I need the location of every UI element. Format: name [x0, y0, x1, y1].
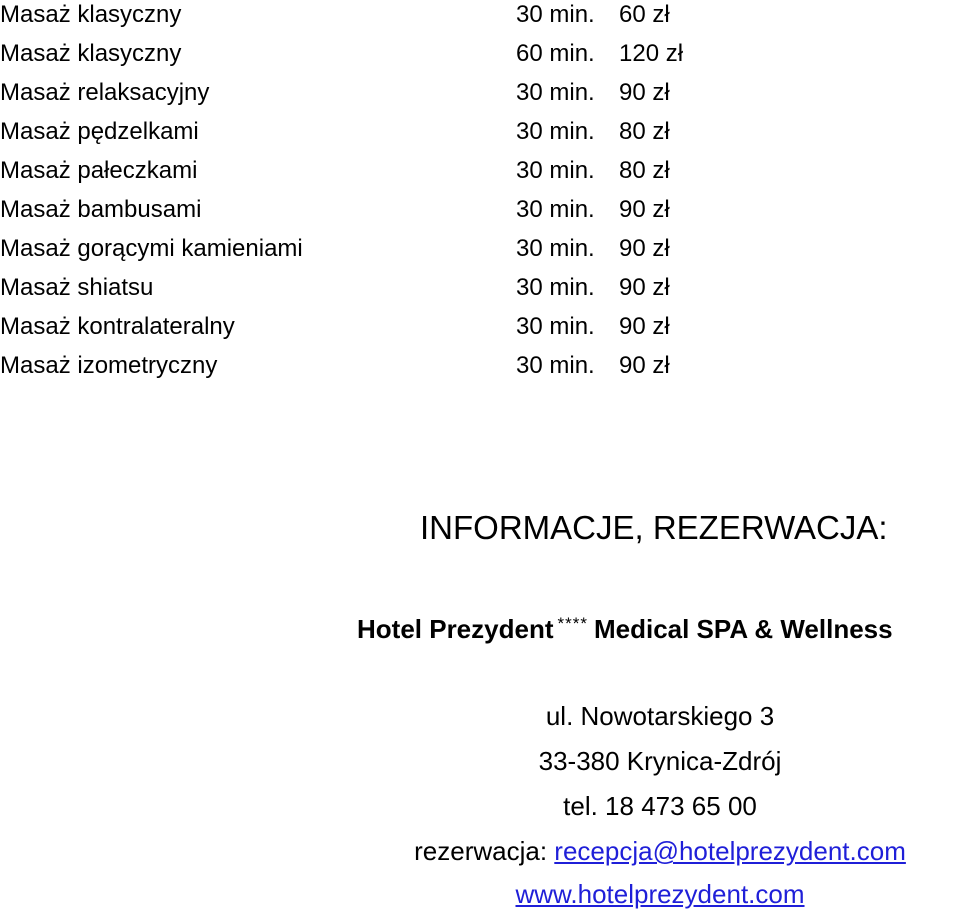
service-duration: 30 min. — [516, 274, 595, 301]
reservation-line — [380, 831, 940, 871]
service-price: 80 zł — [619, 157, 670, 184]
price-row — [0, 73, 720, 112]
service-price: 90 zł — [619, 352, 670, 379]
service-name: Masaż gorącymi kamieniami — [0, 235, 303, 262]
service-duration: 30 min. — [516, 196, 595, 223]
service-name: Masaż relaksacyjny — [0, 79, 210, 106]
service-price: 60 zł — [619, 1, 670, 28]
service-duration: 30 min. — [516, 352, 595, 379]
service-price: 90 zł — [619, 274, 670, 301]
service-duration: 30 min. — [516, 118, 595, 145]
service-duration: 60 min. — [516, 40, 595, 67]
reservation-email-link[interactable]: recepcja@hotelprezydent.com — [554, 836, 906, 866]
service-name: Masaż pędzelkami — [0, 118, 199, 145]
info-heading: INFORMACJE, REZERWACJA: — [420, 509, 888, 546]
address-city: 33-380 Krynica-Zdrój — [538, 746, 782, 776]
service-duration: 30 min. — [516, 1, 595, 28]
website-link[interactable]: www.hotelprezydent.com — [515, 879, 805, 909]
service-name: Masaż kontralateralny — [0, 313, 235, 340]
service-name: Masaż klasyczny — [0, 1, 182, 28]
service-name: Masaż pałeczkami — [0, 157, 198, 184]
website-line — [380, 874, 940, 914]
hotel-subtitle: Medical SPA & Wellness — [593, 614, 893, 644]
service-name: Masaż izometryczny — [0, 352, 218, 379]
price-row — [0, 307, 720, 346]
price-row — [0, 112, 720, 151]
reservation-label: rezerwacja: — [414, 836, 548, 866]
hotel-stars: **** — [557, 614, 588, 633]
phone-number: tel. 18 473 65 00 — [563, 791, 757, 821]
hotel-name-line — [357, 604, 957, 649]
price-row — [0, 229, 720, 268]
service-price: 90 zł — [619, 313, 670, 340]
price-row — [0, 268, 720, 307]
service-price: 90 zł — [619, 196, 670, 223]
service-duration: 30 min. — [516, 313, 595, 340]
service-price: 90 zł — [619, 235, 670, 262]
price-row — [0, 151, 720, 190]
price-row — [0, 0, 720, 34]
service-price: 90 zł — [619, 79, 670, 106]
service-duration: 30 min. — [516, 157, 595, 184]
service-price: 120 zł — [619, 40, 684, 67]
service-name: Masaż klasyczny — [0, 40, 182, 67]
service-name: Masaż shiatsu — [0, 274, 154, 301]
address-street: ul. Nowotarskiego 3 — [545, 701, 775, 731]
service-duration: 30 min. — [516, 79, 595, 106]
price-row — [0, 34, 720, 73]
price-row — [0, 346, 720, 385]
service-price: 80 zł — [619, 118, 670, 145]
service-name: Masaż bambusami — [0, 196, 202, 223]
price-row — [0, 190, 720, 229]
hotel-name: Hotel Prezydent — [357, 614, 554, 644]
service-duration: 30 min. — [516, 235, 595, 262]
